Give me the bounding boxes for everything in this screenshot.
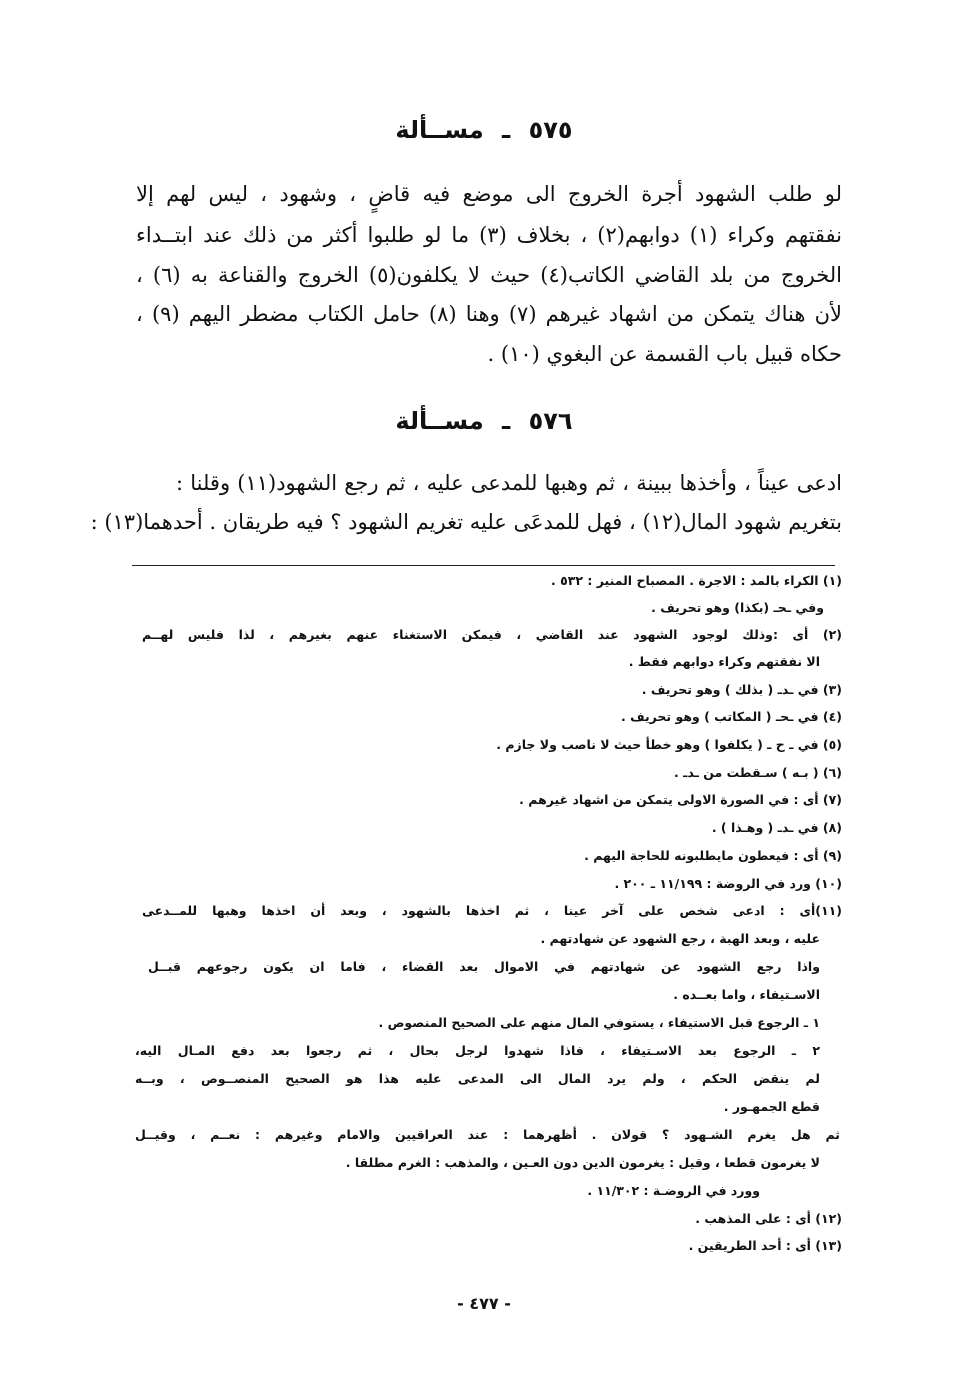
page-number: - ٤٧٧ - <box>457 1294 511 1313</box>
section-576-dash: ـ <box>502 407 511 435</box>
section-575-line-1: لو طلب الشهود أجرة الخروج الى موضع فيه قاضٍ ، وشهود ، ليس لهم إلا <box>136 182 842 206</box>
footnote-10: (١٠) ورد في الروضة : ١١/١٩٩ ـ ٢٠٠ . <box>614 876 842 891</box>
footnote-4: (٤) في ـحـ ( المكاتب ) وهو تحريف . <box>620 709 842 724</box>
footnote-11-point-1: ١ ـ الرجوع قبل الاستيفاء ، يستوفي المال منهم على الصحيح المنصوص . <box>378 1015 820 1030</box>
footnote-11-source: وورد في الروضـة : ١١/٣٠٢ . <box>587 1183 760 1198</box>
footnote-12: (١٢) أى : على المذهب . <box>695 1211 842 1226</box>
section-576-number: ٥٧٦ <box>528 407 573 435</box>
footnote-1-cont: وفي ـحـ (بكذا) وهو تحريف . <box>651 600 824 615</box>
footnote-5: (٥) في ـ ح ـ ( يكلفوا ) وهو خطأ حيث لا ناصب ولا جازم . <box>496 737 842 752</box>
section-576-heading <box>0 406 968 436</box>
footnote-11-point-2-cont: لم ينقض الحكم ، ولم يرد المال الى المدعى عليه هذا هو الصحيح المنصــوص ، وبــه <box>135 1071 820 1086</box>
section-575-heading <box>0 115 968 145</box>
footnote-8: (٨) في ـدـ ( وهـذا ) . <box>711 820 842 835</box>
footnote-11-cont-2: واذا رجع الشهود عن شهادتهم في الاموال بعد القضاء ، فاما ان يكون رجوعهم قبــل <box>148 959 820 974</box>
footnote-2: (٢) أى :وذلك لوجود الشهود عند القاضي ، فيمكن الاستغناء عنهم بغيرهم ، لذا فليس لهــم <box>142 627 842 642</box>
footnote-13: (١٣) أى : أحد الطريقين . <box>688 1238 842 1253</box>
footnote-11-ruling-cont: لا يغرمون قطعا ، وقيل : يغرمون الدين دون العـين ، والمذهب : الغرم مطلقا . <box>345 1155 820 1170</box>
footnote-11: (١١)أى : ادعى شخص على آخر عينا ، ثم اخذها بالشهود ، وبعد أن اخذها وهبها للمــدعى <box>142 903 842 918</box>
section-575-line-5: حكاه قبيل باب القسمة عن البغوي (١٠) . <box>487 342 842 366</box>
footnote-1: (١) الكراء بالمد : الاجرة . المصباح المنير : ٥٣٢ . <box>551 573 842 588</box>
footnote-3: (٣) في ـدـ ( بذلك ) وهو تحريف . <box>641 682 842 697</box>
section-575-number: ٥٧٥ <box>528 116 573 144</box>
section-575-line-4: لأن هناك يتمكن من اشهاد غيرهم (٧) وهنا (٨) حامل الكتاب مضطر اليهم (٩) ، <box>136 302 843 326</box>
footnote-11-point-2: ٢ ـ الرجوع بعد الاسـتيفاء ، فاذا شهدوا لرجل بحال ، ثم رجعوا بعد دفع المـال اليه، <box>135 1043 820 1058</box>
section-575-line-3: الخروج من بلد القاضي الكاتب(٤) حيث لا يكلفون(٥) الخروج والقناعة به (٦) ، <box>136 263 842 287</box>
section-576-line-1: ادعى عيناً ، وأخذها ببينة ، ثم وهبها للمدعى عليه ، ثم رجع الشهود(١١) وقلنا : <box>176 471 842 495</box>
footnote-11-ruling: ثم هل يغرم الشـهود ؟ قولان . أظهرهما : عند العراقيين والامام وغيرهم : نعــم ، وقيــل <box>135 1127 840 1142</box>
footnote-11-cont-1: عليه ، وبعد الهبة ، رجع الشهود عن شهادتهم . <box>540 931 820 946</box>
footnote-7: (٧) أى : في الصورة الاولى يتمكن من اشهاد غيرهم . <box>519 792 842 807</box>
section-575-title: مســألة <box>395 116 484 144</box>
footnote-2-cont: الا نفقتهم وكراء دوابهم فقط . <box>628 654 820 669</box>
section-576-title: مســألة <box>395 407 484 435</box>
footnote-6: (٦) ( بـه ) سـقطت من ـدـ . <box>674 765 842 780</box>
footnote-11-point-2-end: قطع الجمهـور . <box>723 1099 820 1114</box>
section-576-line-2: بتغريم شهود المال(١٢) ، فهل للمدعَى عليه تغريم الشهود ؟ فيه طريقان . أحدهما(١٣) : <box>90 510 842 534</box>
footnote-9: (٩) أى : فيعطون مايطلبونه للحاجة اليهم . <box>584 848 842 863</box>
section-575-dash: ـ <box>502 116 511 144</box>
footnote-separator <box>132 565 835 566</box>
footnote-11-cont-3: الاسـتيفاء ، واما بعــده . <box>673 987 820 1002</box>
section-575-line-2: نفقتهم وكراء (١) دوابهم(٢) ، بخلاف (٣) ما لو طلبوا أكثر من ذلك عند ابتــداء <box>136 223 843 247</box>
